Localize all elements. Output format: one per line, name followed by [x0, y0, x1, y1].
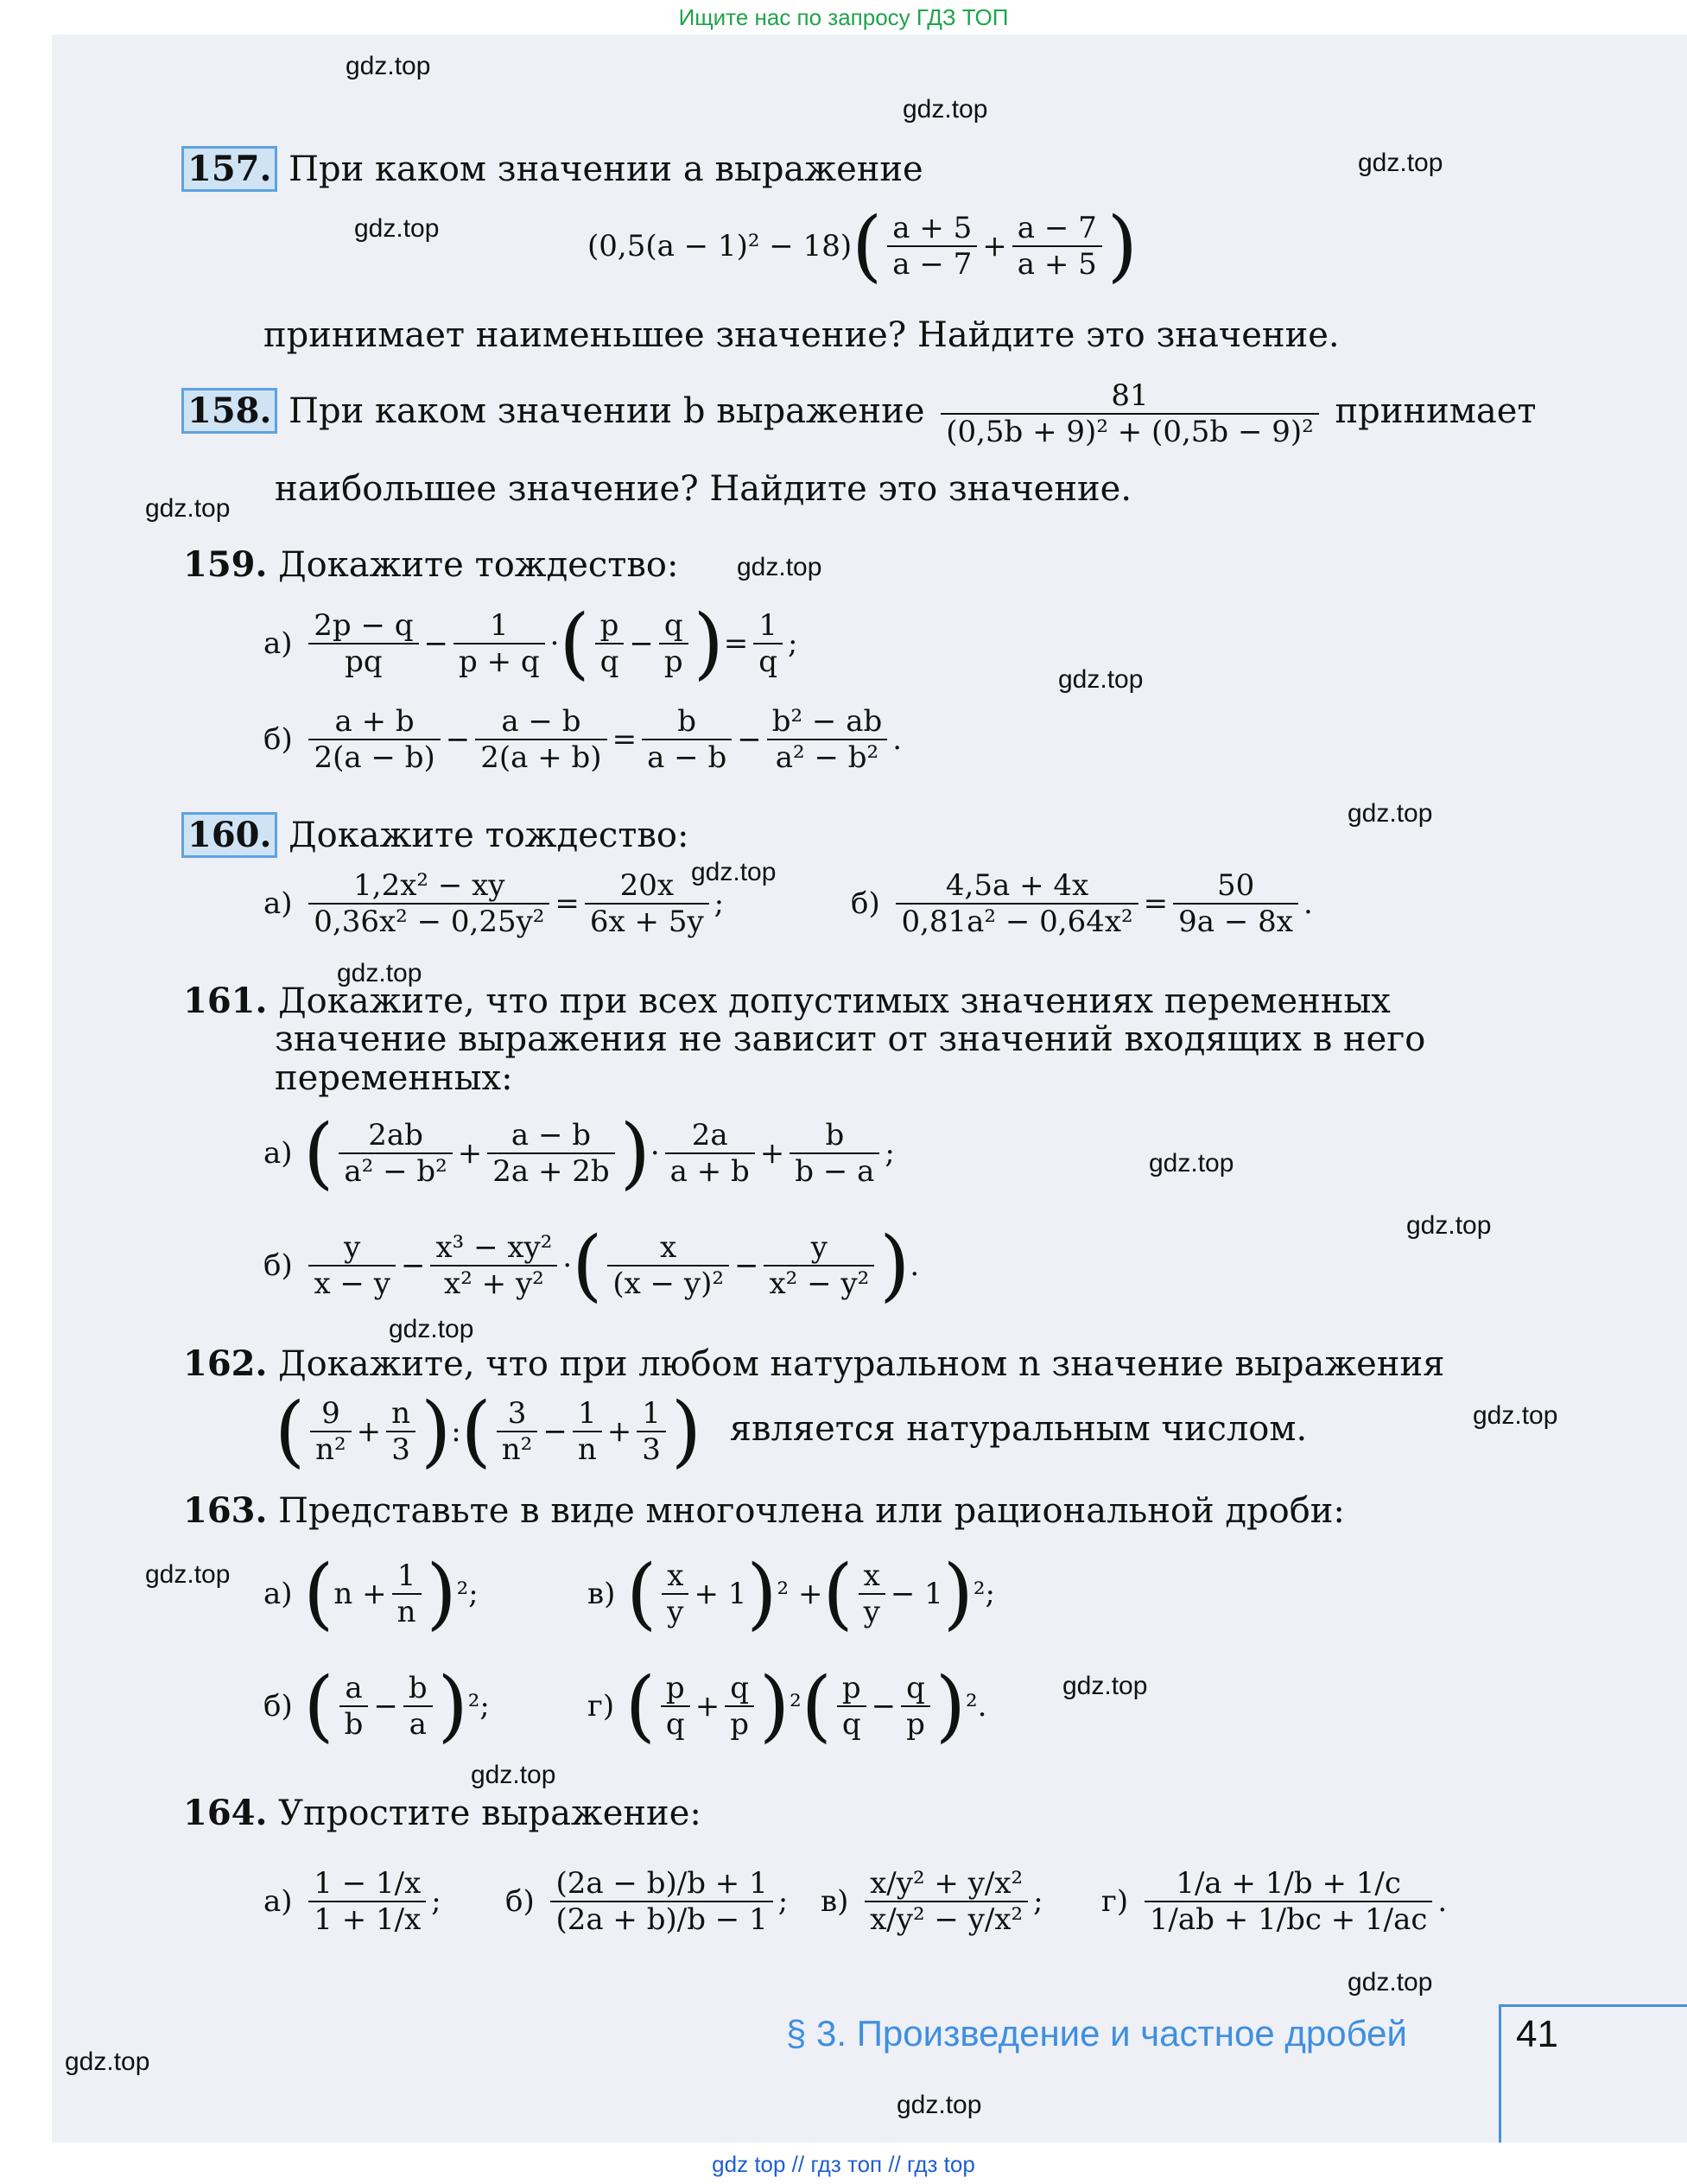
problem-164-statement: 164. Упростите выражение: [183, 1793, 701, 1833]
top-banner: Ищите нас по запросу ГДЗ ТОП [678, 4, 1009, 30]
problem-160-a: а) $\frac{\text{1,2x² − xy}}{\text{0,36x² − 0,25y²}}$ = $\frac{20x}{6x + 5y}$ ; [263, 868, 725, 939]
problem-163-g: г) ( $\frac{p}{q}$ + $\frac{q}{p}$ )²( $\frac{p}{q}$ − $\frac{q}{p}$ )². [587, 1660, 987, 1751]
watermark: gdz.top [1358, 149, 1443, 177]
watermark: gdz.top [737, 553, 822, 581]
problem-159-a: а) $\frac{2p - q}{pq}$ − $\frac{1}{p + q}$ ·( $\frac{p}{q}$ − $\frac{q}{p}$ )= $\frac{1}{q}$ ; [263, 598, 798, 689]
problem-163-a: а) (n + $\frac{1}{n}$ )²; [263, 1548, 479, 1639]
problem-164-a: а) $\frac{1 - 1/x}{1 + 1/x}$ ; [263, 1866, 441, 1937]
problem-158-statement: 158. При каком значении b выражение $\frac{81}{\text{(0,5b + 9)² + (0,5b − 9)²}}$ принимает [181, 378, 1537, 449]
watermark: gdz.top [346, 52, 431, 80]
problem-161-b: б) $\frac{y}{x - y}$ − $\frac{\text{x³ − xy²}}{\text{x² + y²}}$ ·( $\frac{x}{\text{(x − y)²}}$ − $\frac{y}{\text{x² − y²}}$ ). [263, 1220, 920, 1311]
footer-rule [1499, 2004, 1687, 2007]
problem-159-statement: 159. Докажите тождество: [183, 544, 679, 585]
watermark: gdz.top [1348, 799, 1433, 828]
problem-159-b: б) $\frac{a + b}{2(a - b)}$ − $\frac{a - b}{2(a + b)}$ = $\frac{b}{a - b}$ − $\frac{\text{b² − ab}}{\text{a² − b²}}$ . [263, 704, 903, 775]
problem-162-line1: 162. Докажите, что при любом натуральном n значение выражения [183, 1343, 1445, 1384]
problem-164-v: в) $\frac{\text{x/y² + y/x²}}{\text{x/y² − y/x²}}$ ; [821, 1866, 1043, 1937]
watermark: gdz.top [1062, 1672, 1148, 1700]
problem-163-b: б) ( $\frac{a}{b}$ − $\frac{b}{a}$ )²; [263, 1660, 490, 1751]
watermark: gdz.top [471, 1761, 556, 1789]
problem-163-v: в) ( $\frac{x}{y}$ + 1)² +( $\frac{x}{y}$ − 1)²; [587, 1548, 995, 1639]
watermark: gdz.top [354, 214, 440, 243]
problem-164-g: г) $\frac{1/a + 1/b + 1/c}{1/ab + 1/bc + 1/ac}$ . [1101, 1866, 1448, 1937]
watermark: gdz.top [145, 1560, 231, 1589]
problem-160-statement: 160. Докажите тождество: [181, 815, 688, 855]
watermark: gdz.top [1473, 1401, 1558, 1430]
problem-161-line2: значение выражения не зависит от значений входящих в него [275, 1019, 1426, 1059]
page-number: 41 [1516, 2013, 1558, 2055]
watermark: gdz.top [337, 959, 422, 987]
problem-164-b: б) $\frac{(2a - b)/b + 1}{(2a + b)/b - 1}$ ; [505, 1866, 789, 1937]
problem-157-expression: (0,5(a − 1)² − 18)( $\frac{a + 5}{a - 7}$ + $\frac{a - 7}{a + 5}$ ) [587, 200, 1138, 291]
problem-162-expression: ( $\frac{9}{\text{n²}}$ + $\frac{n}{3}$ ):( $\frac{3}{\text{n²}}$ − $\frac{1}{n}$ + $\frac{1}{3}$ ) является натуральным числом. [275, 1386, 1308, 1476]
problem-163-statement: 163. Представьте в виде многочлена или рациональной дроби: [183, 1490, 1345, 1531]
watermark: gdz.top [1406, 1211, 1492, 1240]
problem-161-line1: 161. Докажите, что при всех допустимых значениях переменных [183, 981, 1391, 1021]
section-title: § 3. Произведение и частное дробей [786, 2013, 1407, 2054]
footer-vertical-rule [1499, 2004, 1501, 2143]
watermark: gdz.top [897, 2091, 982, 2119]
problem-161-line3: переменных: [275, 1058, 513, 1098]
watermark: gdz.top [903, 95, 988, 124]
watermark: gdz.top [1058, 665, 1144, 694]
watermark: gdz.top [145, 494, 231, 523]
watermark: gdz.top [1149, 1149, 1234, 1178]
bottom-banner[interactable]: gdz top // гдз топ // гдз top [712, 2151, 975, 2177]
watermark: gdz.top [65, 2048, 150, 2076]
problem-158-question: наибольшее значение? Найдите это значение. [275, 469, 1132, 509]
problem-157-statement: 157. При каком значении a выражение [181, 149, 923, 189]
problem-157-question: принимает наименьшее значение? Найдите это значение. [263, 315, 1340, 355]
problem-161-a: а) ( $\frac{2ab}{\text{a² − b²}}$ + $\frac{a - b}{2a + 2b}$ )· $\frac{2a}{a + b}$ + $\frac{b}{b - a}$ ; [263, 1108, 895, 1198]
problem-160-b: б) $\frac{4,5a + 4x}{\text{0,81a² − 0,64x²}}$ = $\frac{50}{9a - 8x}$ . [851, 868, 1313, 939]
watermark: gdz.top [1348, 1968, 1433, 1997]
watermark: gdz.top [691, 858, 777, 886]
watermark: gdz.top [389, 1315, 474, 1343]
